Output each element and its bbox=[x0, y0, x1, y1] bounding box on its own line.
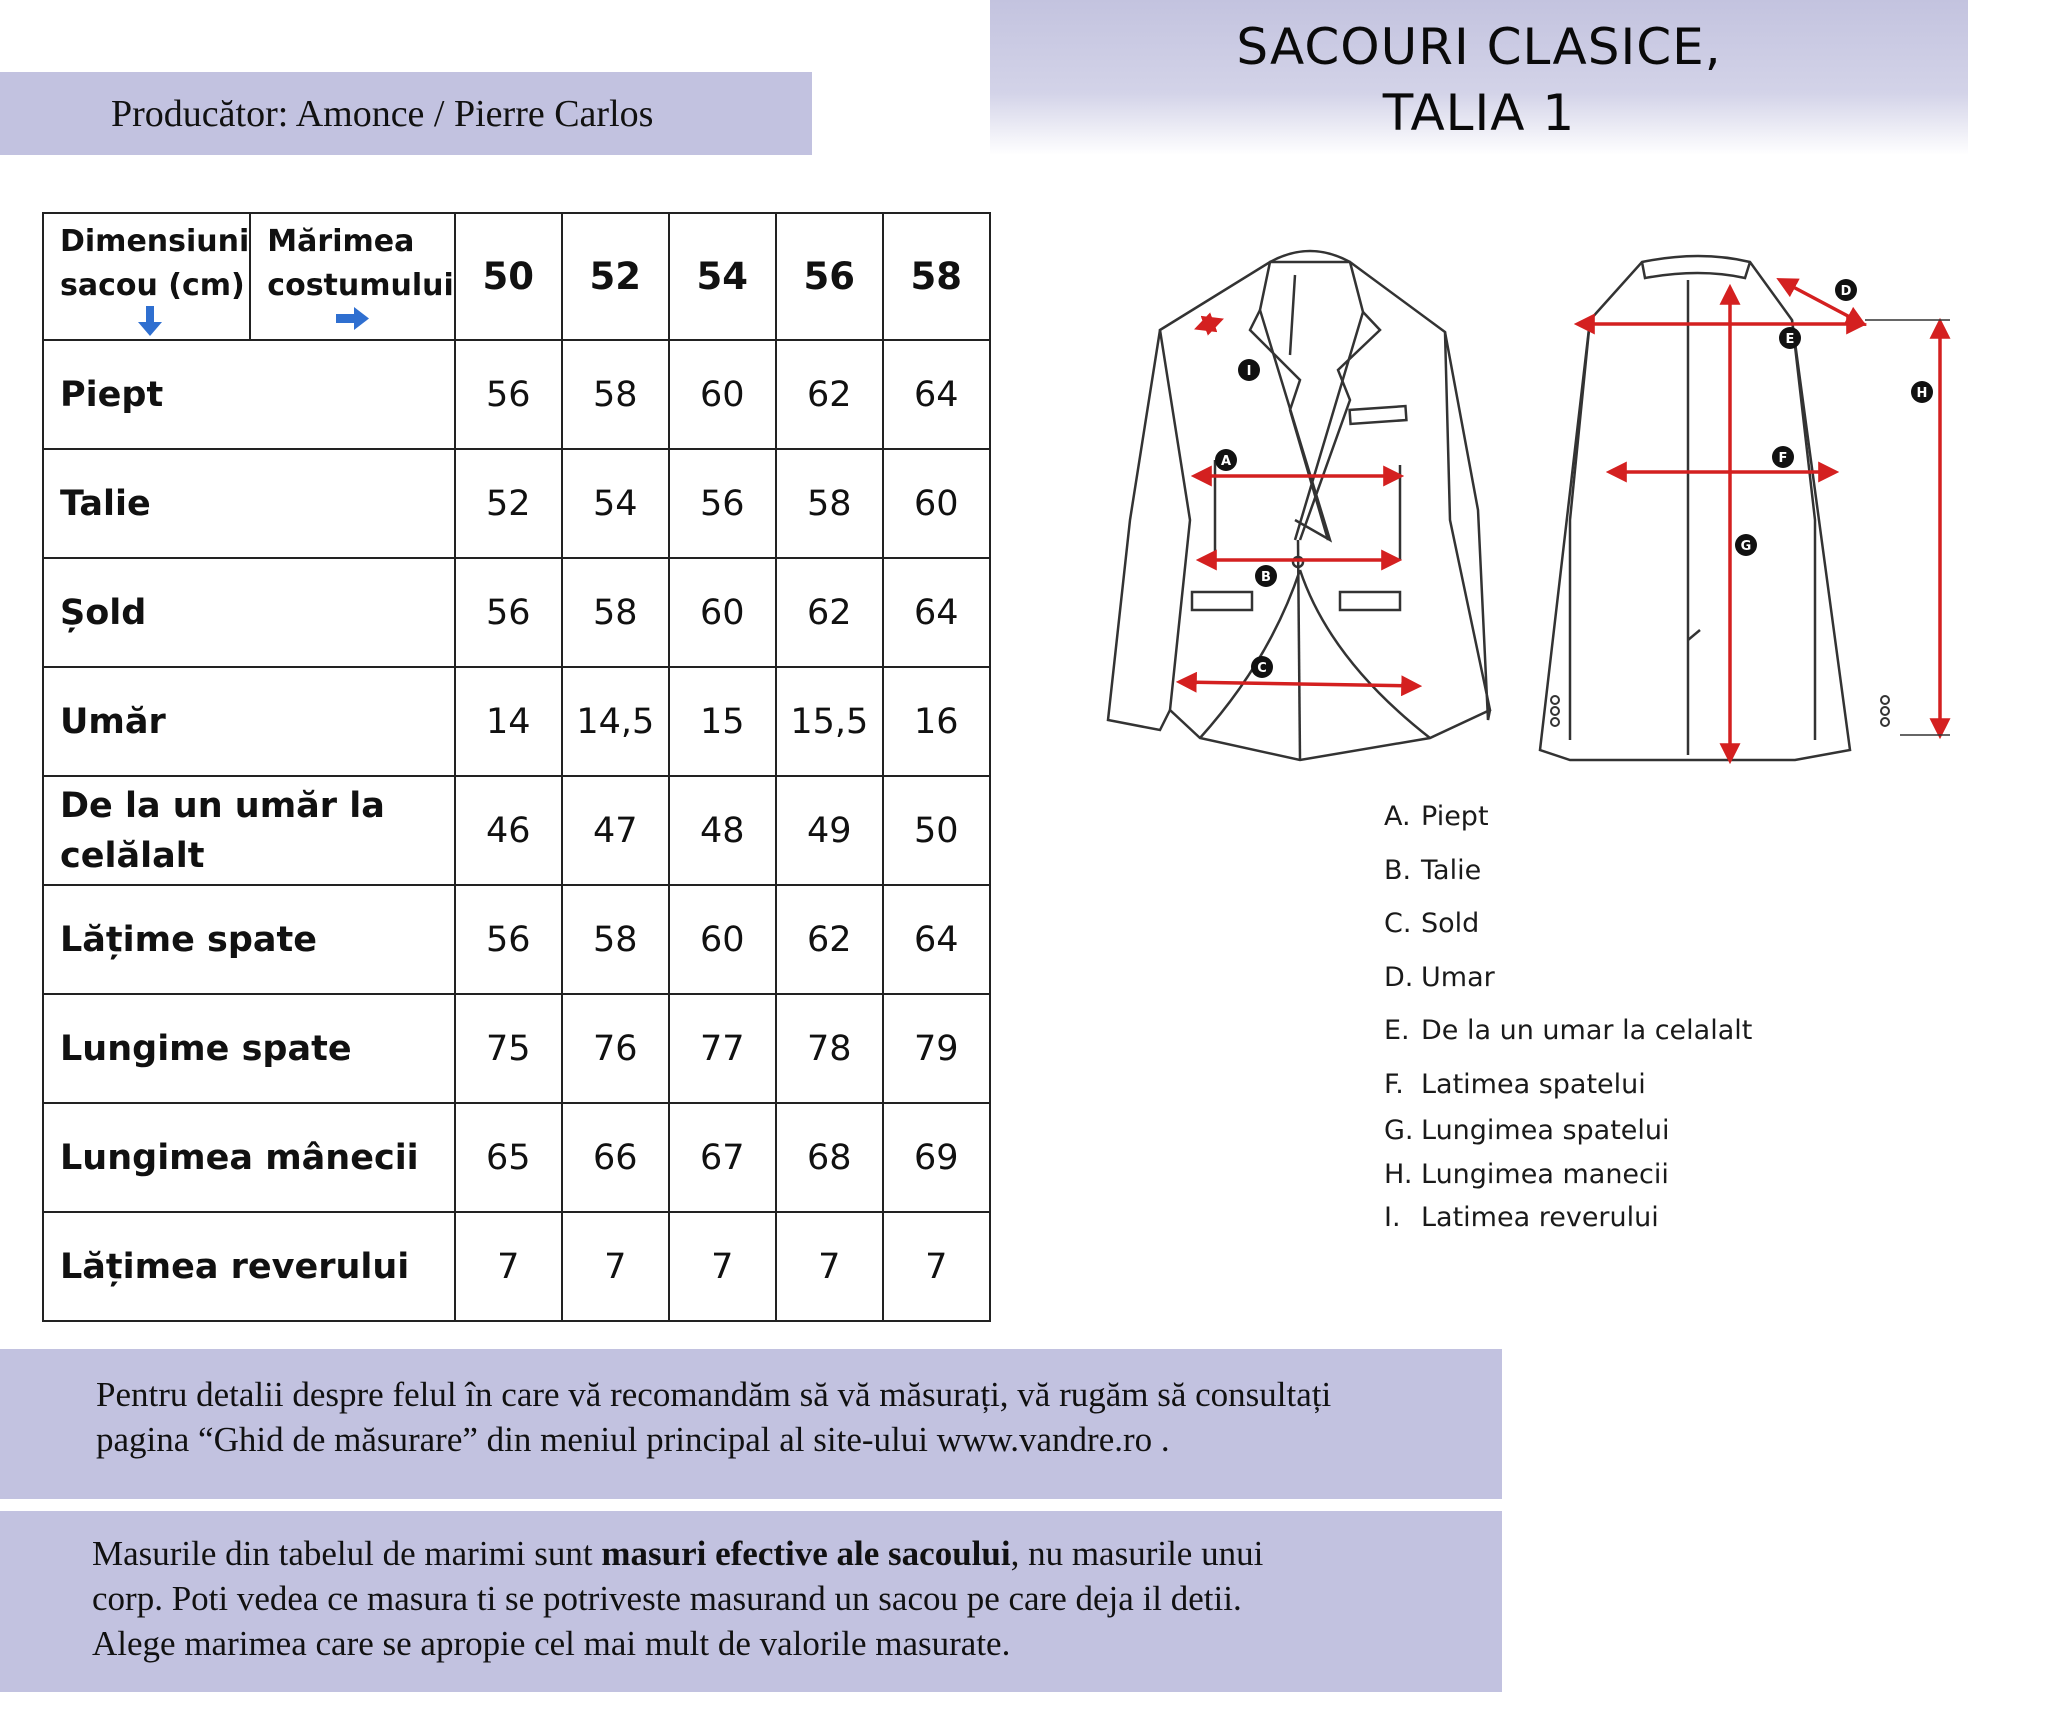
legend-item bbox=[1384, 1109, 1944, 1153]
legend-key: C. bbox=[1384, 908, 1412, 939]
table-row-umar-la-umar bbox=[43, 776, 990, 885]
manufacturer-banner bbox=[0, 72, 812, 155]
table-cell: 56 bbox=[669, 449, 776, 558]
table-cell: 60 bbox=[669, 885, 776, 994]
table-row-lungimea-manecii bbox=[43, 1103, 990, 1212]
note2-emphasis: masuri efective ale sacoului bbox=[601, 1534, 1011, 1573]
table-cell: 46 bbox=[455, 776, 562, 885]
legend-text: Latimea reverului bbox=[1421, 1201, 1659, 1233]
row-label bbox=[43, 776, 455, 885]
size-header-56: 56 bbox=[776, 213, 883, 340]
legend-text: Umar bbox=[1421, 961, 1495, 993]
legend-key: B. bbox=[1384, 854, 1412, 886]
table-row-latime-spate bbox=[43, 885, 990, 994]
row-label-line-2: celălalt bbox=[60, 835, 205, 876]
table-cell: 50 bbox=[883, 776, 990, 885]
table-cell: 69 bbox=[883, 1103, 990, 1212]
svg-text:H: H bbox=[1916, 386, 1928, 401]
note2-line-3: Alege marimea care se apropie cel mai mult de valorile masurate. bbox=[92, 1624, 1011, 1663]
table-cell: 56 bbox=[455, 558, 562, 667]
marker-b-icon bbox=[1255, 565, 1277, 587]
table-cell: 64 bbox=[883, 558, 990, 667]
marker-h-icon bbox=[1911, 381, 1933, 403]
table-cell: 49 bbox=[776, 776, 883, 885]
table-cell: 75 bbox=[455, 994, 562, 1103]
row-label: Talie bbox=[43, 449, 455, 558]
table-cell: 58 bbox=[562, 885, 669, 994]
row-label: Piept bbox=[43, 340, 455, 449]
table-row-latimea-reverului bbox=[43, 1212, 990, 1321]
note1-line-1: Pentru detalii despre felul în care vă recomandăm să vă măsurați, vă rugăm să consultați bbox=[96, 1375, 1332, 1414]
legend-item bbox=[1384, 1153, 1944, 1196]
size-table bbox=[42, 212, 991, 1322]
size-header-54: 54 bbox=[669, 213, 776, 340]
table-cell: 15 bbox=[669, 667, 776, 776]
table-cell: 66 bbox=[562, 1103, 669, 1212]
marker-i-icon bbox=[1238, 359, 1260, 381]
marker-a-icon bbox=[1215, 449, 1237, 471]
table-cell: 58 bbox=[776, 449, 883, 558]
table-cell: 62 bbox=[776, 885, 883, 994]
table-cell: 76 bbox=[562, 994, 669, 1103]
marker-c-icon bbox=[1251, 656, 1273, 678]
legend-text: Talie bbox=[1421, 854, 1482, 886]
table-cell: 47 bbox=[562, 776, 669, 885]
row-label: Lățimea reverului bbox=[43, 1212, 455, 1321]
legend-key: G. bbox=[1384, 1114, 1414, 1146]
table-cell: 7 bbox=[776, 1212, 883, 1321]
legend-key: I. bbox=[1384, 1201, 1401, 1233]
manufacturer-text: Producător: Amonce / Pierre Carlos bbox=[111, 92, 654, 135]
table-cell: 15,5 bbox=[776, 667, 883, 776]
table-cell: 7 bbox=[669, 1212, 776, 1321]
legend-text: De la un umar la celalalt bbox=[1421, 1015, 1753, 1046]
measuring-guide-note bbox=[0, 1349, 1502, 1499]
legend-text: Lungimea manecii bbox=[1421, 1158, 1669, 1190]
row-label: Umăr bbox=[43, 667, 455, 776]
corner-left-line-2: sacou (cm) bbox=[60, 268, 245, 303]
table-row-talie bbox=[43, 449, 990, 558]
table-cell: 62 bbox=[776, 340, 883, 449]
legend-item bbox=[1384, 849, 1944, 903]
legend-text: Piept bbox=[1421, 801, 1489, 832]
note2-line-1 bbox=[92, 1531, 1502, 1576]
svg-text:E: E bbox=[1785, 332, 1795, 347]
note2-line-2: corp. Poti vedea ce masura ti se potriveste masurand un sacou pe care deja il detii. bbox=[92, 1579, 1242, 1618]
legend-key: H. bbox=[1384, 1158, 1413, 1190]
table-cell: 60 bbox=[669, 340, 776, 449]
corner-left-line-1: Dimensiuni bbox=[60, 224, 250, 259]
table-cell: 58 bbox=[562, 558, 669, 667]
legend-item bbox=[1384, 795, 1944, 849]
corner-dimensions-cell bbox=[43, 213, 250, 340]
back-measure-lines bbox=[1578, 280, 1940, 760]
table-row-piept bbox=[43, 340, 990, 449]
measurement-legend bbox=[1384, 795, 1944, 1239]
legend-text: Latimea spatelui bbox=[1421, 1068, 1646, 1100]
jacket-diagram bbox=[1100, 240, 1960, 780]
note2-line-1-start: Masurile din tabelul de marimi sunt bbox=[92, 1534, 602, 1573]
table-header-row bbox=[43, 213, 990, 340]
svg-text:G: G bbox=[1740, 539, 1752, 554]
table-row-umar bbox=[43, 667, 990, 776]
table-cell: 62 bbox=[776, 558, 883, 667]
row-label: Lungime spate bbox=[43, 994, 455, 1103]
title-line-1: SACOURI CLASICE, bbox=[1236, 17, 1722, 76]
table-cell: 78 bbox=[776, 994, 883, 1103]
arrow-right-icon bbox=[333, 304, 373, 334]
table-row-lungime-spate bbox=[43, 994, 990, 1103]
table-cell: 77 bbox=[669, 994, 776, 1103]
table-cell: 60 bbox=[669, 558, 776, 667]
size-header-52: 52 bbox=[562, 213, 669, 340]
row-label: Lungimea mânecii bbox=[43, 1103, 455, 1212]
table-cell: 56 bbox=[455, 885, 562, 994]
note1-line-2: pagina “Ghid de măsurare” din meniul principal al site-ului www.vandre.ro . bbox=[96, 1420, 1170, 1459]
table-cell: 14 bbox=[455, 667, 562, 776]
table-cell: 64 bbox=[883, 340, 990, 449]
legend-item bbox=[1384, 1009, 1944, 1063]
legend-key: D. bbox=[1384, 961, 1414, 993]
size-header-58: 58 bbox=[883, 213, 990, 340]
table-cell: 48 bbox=[669, 776, 776, 885]
note2-line-1-end: , nu masurile unui bbox=[1010, 1534, 1264, 1573]
svg-text:C: C bbox=[1257, 661, 1267, 676]
sleeve-buttons bbox=[1551, 696, 1889, 726]
legend-key: E. bbox=[1384, 1015, 1410, 1046]
legend-item bbox=[1384, 902, 1944, 956]
size-header-50: 50 bbox=[455, 213, 562, 340]
table-cell: 14,5 bbox=[562, 667, 669, 776]
jacket-back-outline bbox=[1540, 256, 1850, 760]
row-label-line-1: De la un umăr la bbox=[60, 785, 385, 826]
marker-f-icon bbox=[1772, 446, 1794, 468]
table-cell: 65 bbox=[455, 1103, 562, 1212]
legend-item bbox=[1384, 1063, 1944, 1109]
table-cell: 7 bbox=[455, 1212, 562, 1321]
corner-size-cell bbox=[250, 213, 455, 340]
table-row-sold bbox=[43, 558, 990, 667]
table-cell: 56 bbox=[455, 340, 562, 449]
row-label: Șold bbox=[43, 558, 455, 667]
marker-d-icon bbox=[1835, 279, 1857, 301]
corner-right-line-1: Mărimea bbox=[267, 224, 415, 259]
svg-text:F: F bbox=[1778, 451, 1788, 466]
table-cell: 52 bbox=[455, 449, 562, 558]
legend-key: A. bbox=[1384, 801, 1411, 832]
table-cell: 7 bbox=[883, 1212, 990, 1321]
corner-right-line-2: costumului bbox=[267, 268, 454, 303]
legend-key: F. bbox=[1384, 1068, 1404, 1100]
table-cell: 67 bbox=[669, 1103, 776, 1212]
row-label: Lățime spate bbox=[43, 885, 455, 994]
title-line-2: TALIA 1 bbox=[1382, 83, 1576, 142]
page-title bbox=[990, 0, 1968, 155]
legend-text: Sold bbox=[1421, 908, 1480, 939]
legend-item bbox=[1384, 1196, 1944, 1239]
svg-text:B: B bbox=[1261, 570, 1271, 585]
table-cell: 58 bbox=[562, 340, 669, 449]
arrow-down-icon bbox=[130, 304, 170, 338]
table-cell: 7 bbox=[562, 1212, 669, 1321]
legend-item bbox=[1384, 956, 1944, 1010]
actual-measurements-note bbox=[0, 1511, 1502, 1692]
marker-g-icon bbox=[1735, 534, 1757, 556]
table-cell: 16 bbox=[883, 667, 990, 776]
table-cell: 79 bbox=[883, 994, 990, 1103]
svg-text:I: I bbox=[1246, 364, 1252, 379]
table-cell: 68 bbox=[776, 1103, 883, 1212]
legend-text: Lungimea spatelui bbox=[1421, 1114, 1670, 1146]
table-cell: 60 bbox=[883, 449, 990, 558]
table-cell: 64 bbox=[883, 885, 990, 994]
marker-e-icon bbox=[1779, 327, 1801, 349]
svg-text:A: A bbox=[1220, 454, 1232, 469]
svg-text:D: D bbox=[1840, 284, 1852, 299]
table-cell: 54 bbox=[562, 449, 669, 558]
